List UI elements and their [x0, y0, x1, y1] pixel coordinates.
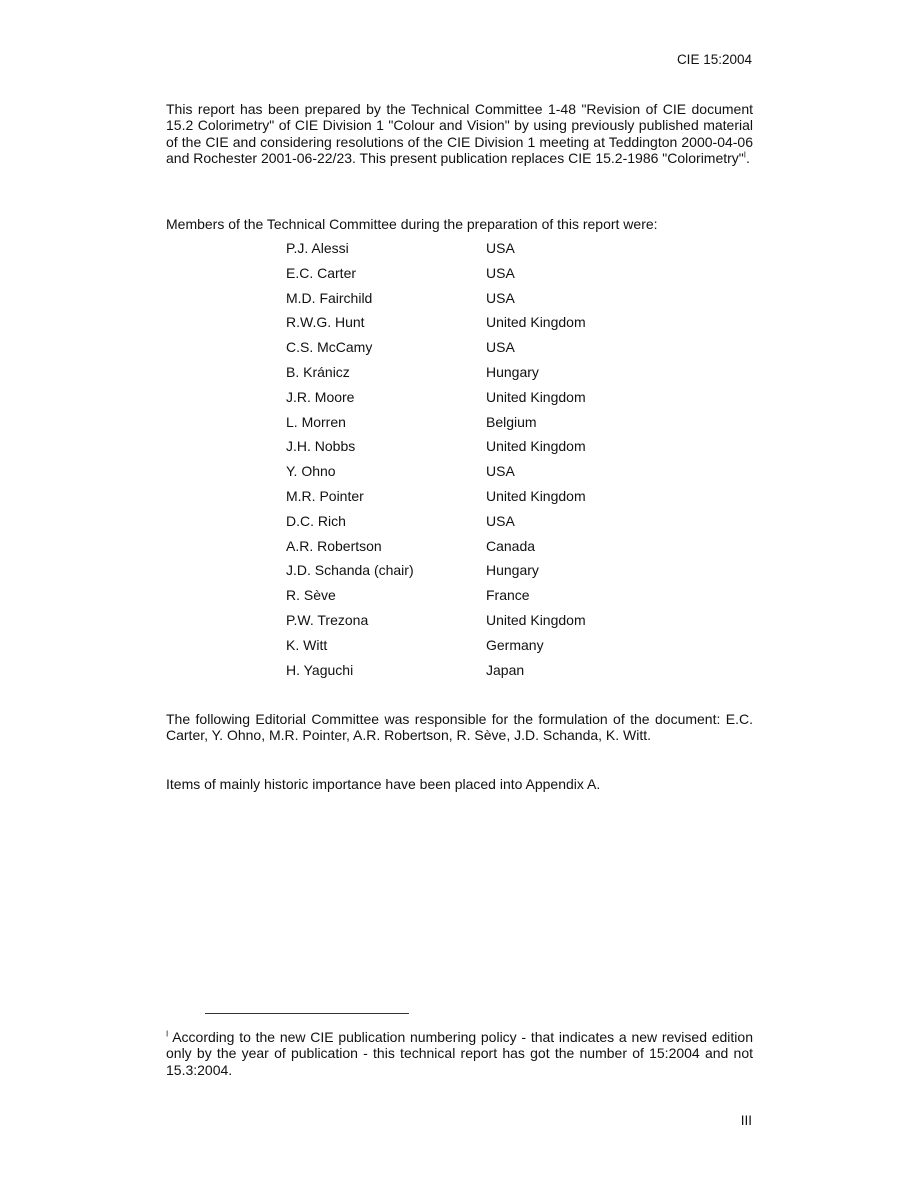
member-row — [286, 265, 686, 290]
member-country: USA — [486, 289, 515, 306]
member-country: United Kingdom — [486, 314, 586, 331]
member-row — [286, 290, 686, 315]
footnote-marker: I — [166, 1029, 169, 1039]
member-row — [286, 637, 686, 662]
member-row — [286, 587, 686, 612]
member-name: A.R. Robertson — [286, 537, 382, 554]
members-table-body — [286, 240, 686, 686]
footnote-divider — [205, 1013, 409, 1014]
member-row — [286, 513, 686, 538]
member-name: E.C. Carter — [286, 264, 357, 281]
member-row — [286, 438, 686, 463]
member-country: USA — [486, 240, 515, 256]
member-row — [286, 240, 686, 265]
member-country: United Kingdom — [486, 487, 586, 504]
member-name: B. Kránicz — [286, 363, 350, 380]
member-country: Canada — [486, 537, 536, 554]
member-country: USA — [486, 339, 515, 356]
intro-text: This report has been prepared by the Technical Committee 1-48 "Revision of CIE document 15.2 Colorimetry" of CIE Division 1 "Colour and Vision" by using previously published material of the CIE and considering resolutions of the CIE Division 1 meeting at Teddington 2000-04-06 and Rochester 2001-06-22/23. This present publication replaces CIE 15.2-1986 "Colorimetry" — [166, 101, 753, 167]
member-name: J.H. Nobbs — [286, 438, 356, 455]
appendix-note: Items of mainly historic importance have been placed into Appendix A. — [166, 776, 601, 792]
member-name: J.R. Moore — [286, 388, 355, 405]
footnote-reference[interactable]: I — [743, 150, 747, 160]
member-row — [286, 538, 686, 563]
member-country: United Kingdom — [486, 438, 586, 455]
member-row — [286, 414, 686, 439]
intro-end: . — [746, 150, 750, 167]
members-lead-text: Members of the Technical Committee during the preparation of this report were: — [166, 216, 658, 232]
member-name: L. Morren — [286, 413, 346, 430]
intro-paragraph — [166, 101, 753, 167]
page-header-doc-id: CIE 15:2004 — [676, 52, 752, 67]
member-name: M.D. Fairchild — [286, 289, 373, 306]
member-country: USA — [486, 264, 515, 281]
member-country: Belgium — [486, 413, 537, 430]
member-row — [286, 488, 686, 513]
member-country: United Kingdom — [486, 611, 586, 628]
member-row — [286, 562, 686, 587]
members-table — [286, 240, 686, 686]
member-country: USA — [486, 463, 515, 480]
member-row — [286, 364, 686, 389]
member-name: M.R. Pointer — [286, 487, 364, 504]
member-name: R. Sève — [286, 587, 336, 604]
member-name: C.S. McCamy — [286, 339, 373, 356]
member-row — [286, 339, 686, 364]
member-country: Germany — [486, 636, 544, 653]
member-name: P.W. Trezona — [286, 611, 369, 628]
member-name: P.J. Alessi — [286, 240, 349, 256]
member-country: Hungary — [486, 562, 539, 579]
member-row — [286, 612, 686, 637]
member-country: USA — [486, 512, 515, 529]
member-name: K. Witt — [286, 636, 328, 653]
member-country: United Kingdom — [486, 388, 586, 405]
footnote — [166, 1029, 753, 1078]
member-row — [286, 314, 686, 339]
member-country: Japan — [486, 661, 525, 678]
member-name: H. Yaguchi — [286, 661, 354, 678]
footnote-text: According to the new CIE publication numbering policy - that indicates a new revised edition only by the year of publication - this technical report has got the number of 15:2004 and not 15.3:2004. — [166, 1029, 753, 1078]
member-name: R.W.G. Hunt — [286, 314, 365, 331]
member-row — [286, 389, 686, 414]
editorial-committee-paragraph: The following Editorial Committee was responsible for the formulation of the document: E.C. Carter, Y. Ohno, M.R. Pointer, A.R. Robertson, R. Sève, J.D. Schanda, K. Witt. — [166, 711, 753, 744]
member-name: J.D. Schanda (chair) — [286, 562, 414, 579]
member-name: Y. Ohno — [286, 463, 336, 480]
member-country: Hungary — [486, 363, 539, 380]
member-country: France — [486, 587, 530, 604]
member-row — [286, 463, 686, 488]
member-name: D.C. Rich — [286, 512, 346, 529]
member-row — [286, 662, 686, 687]
page-number: III — [740, 1113, 752, 1128]
